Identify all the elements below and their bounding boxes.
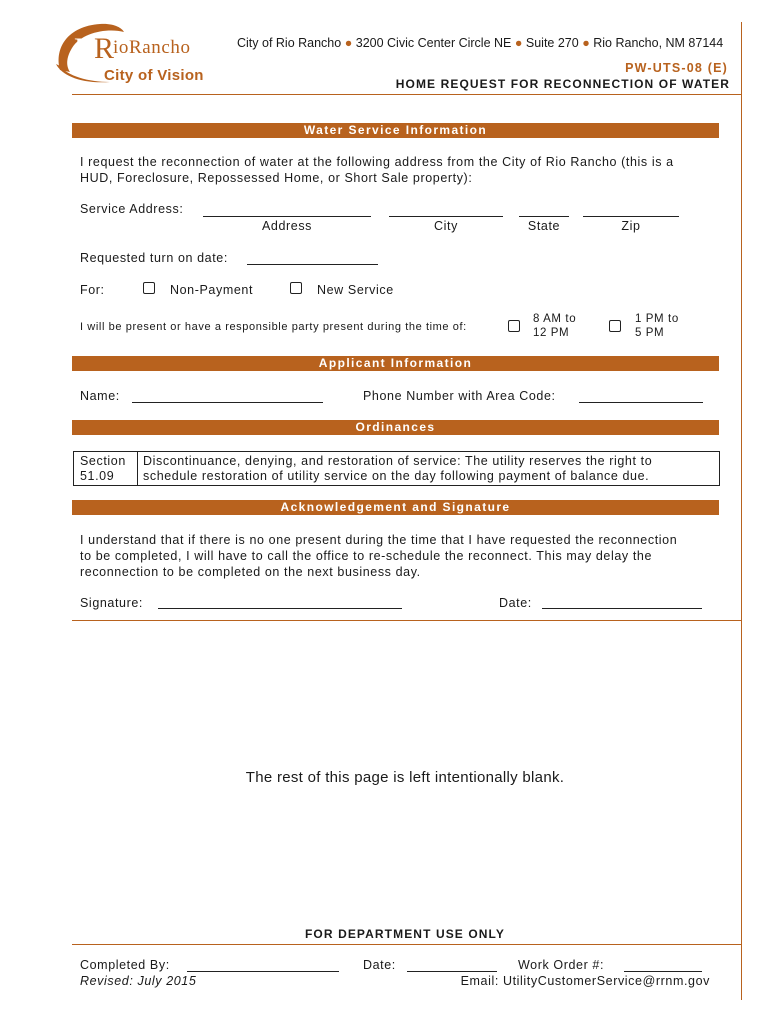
svg-text:R: R [74,32,95,65]
svg-text:R: R [94,32,115,65]
pm-label-line2: 5 PM [635,327,665,339]
department-date-label: Date: [363,958,396,972]
present-label: I will be present or have a responsible party present during the time of: [80,321,467,333]
work-order-field[interactable] [624,971,702,972]
ordinance-text-line1: Discontinuance, denying, and restoration of service: The utility reserves the right to [143,454,653,468]
signature-label: Signature: [80,596,143,610]
header-rule [72,94,742,95]
am-checkbox[interactable] [508,320,520,332]
bullet-icon: ● [514,36,523,50]
service-city-field[interactable] [389,216,503,217]
header-address [237,36,723,50]
new-service-label: New Service [317,283,394,297]
address-city: City of Rio Rancho [237,36,342,50]
am-label-line2: 12 PM [533,327,570,339]
zip-sublabel: Zip [621,219,641,233]
water-service-intro: I request the reconnection of water at the following address from the City of Rio Rancho (this is a HUD, Foreclosure, Repossessed Home, or Short Sale property): [80,155,674,185]
service-address-field[interactable] [203,216,371,217]
name-field[interactable] [132,402,323,403]
signature-field[interactable] [158,608,402,609]
bullet-icon: ● [344,36,353,50]
service-zip-field[interactable] [583,216,679,217]
acknowledgement-line1: I understand that if there is no one present during the time that I have requested the reconnection [80,533,678,547]
completed-by-field[interactable] [187,971,339,972]
footer-rule [72,944,742,945]
completed-by-label: Completed By: [80,958,170,972]
new-service-checkbox[interactable] [290,282,302,294]
svg-text:ioRancho: ioRancho [113,37,191,58]
acknowledgement-heading: Acknowledgement and Signature [72,500,719,515]
city-sublabel: City [434,219,458,233]
phone-field[interactable] [579,402,703,403]
ordinance-table [73,451,720,486]
department-heading: FOR DEPARTMENT USE ONLY [305,927,505,941]
department-date-field[interactable] [407,971,497,972]
acknowledgement-line2: to be completed, I will have to call the office to re-schedule the reconnect. This may delay the [80,549,653,563]
name-label: Name: [80,389,120,403]
acknowledgement-line3: reconnection to be completed on the next business day. [80,565,421,579]
ordinance-section-label: Section [80,454,126,468]
applicant-heading: Applicant Information [72,356,719,371]
ordinance-text-cell [143,454,713,484]
nonpayment-checkbox[interactable] [143,282,155,294]
revised-date: Revised: July 2015 [80,974,197,988]
ordinance-section-number: 51.09 [80,469,115,483]
address-citystate: Rio Rancho, NM 87144 [593,36,724,50]
pm-label-line1: 1 PM to [635,313,679,325]
water-service-heading: Water Service Information [72,123,719,138]
address-suite: Suite 270 [525,36,579,50]
turn-on-date-label: Requested turn on date: [80,251,228,265]
turn-on-date-field[interactable] [247,264,378,265]
section-rule-middle [72,620,742,621]
ordinance-text-line2: schedule restoration of utility service on the day following payment of balance due. [143,469,650,483]
form-title: HOME REQUEST FOR RECONNECTION OF WATER [395,77,730,91]
logo-tagline: City of Vision [104,67,204,84]
city-logo [52,20,227,86]
service-address-label: Service Address: [80,202,184,216]
form-code: PW-UTS-08 (E) [625,61,728,75]
address-street: 3200 Civic Center Circle NE [355,36,512,50]
state-sublabel: State [527,219,561,233]
ordinances-heading: Ordinances [72,420,719,435]
phone-label: Phone Number with Area Code: [363,389,556,403]
signature-date-label: Date: [499,596,532,610]
service-state-field[interactable] [519,216,569,217]
contact-email[interactable]: Email: UtilityCustomerService@rrnm.gov [460,974,710,988]
work-order-label: Work Order #: [518,958,605,972]
nonpayment-label: Non-Payment [170,283,254,297]
address-sublabel: Address [261,219,313,233]
ordinance-section-cell [74,452,138,485]
blank-page-notice: The rest of this page is left intentionally blank. [245,769,565,786]
pm-checkbox[interactable] [609,320,621,332]
signature-date-field[interactable] [542,608,702,609]
am-label-line1: 8 AM to [533,313,577,325]
page-border-right [741,22,742,1000]
for-label: For: [80,283,105,297]
bullet-icon: ● [582,36,590,50]
